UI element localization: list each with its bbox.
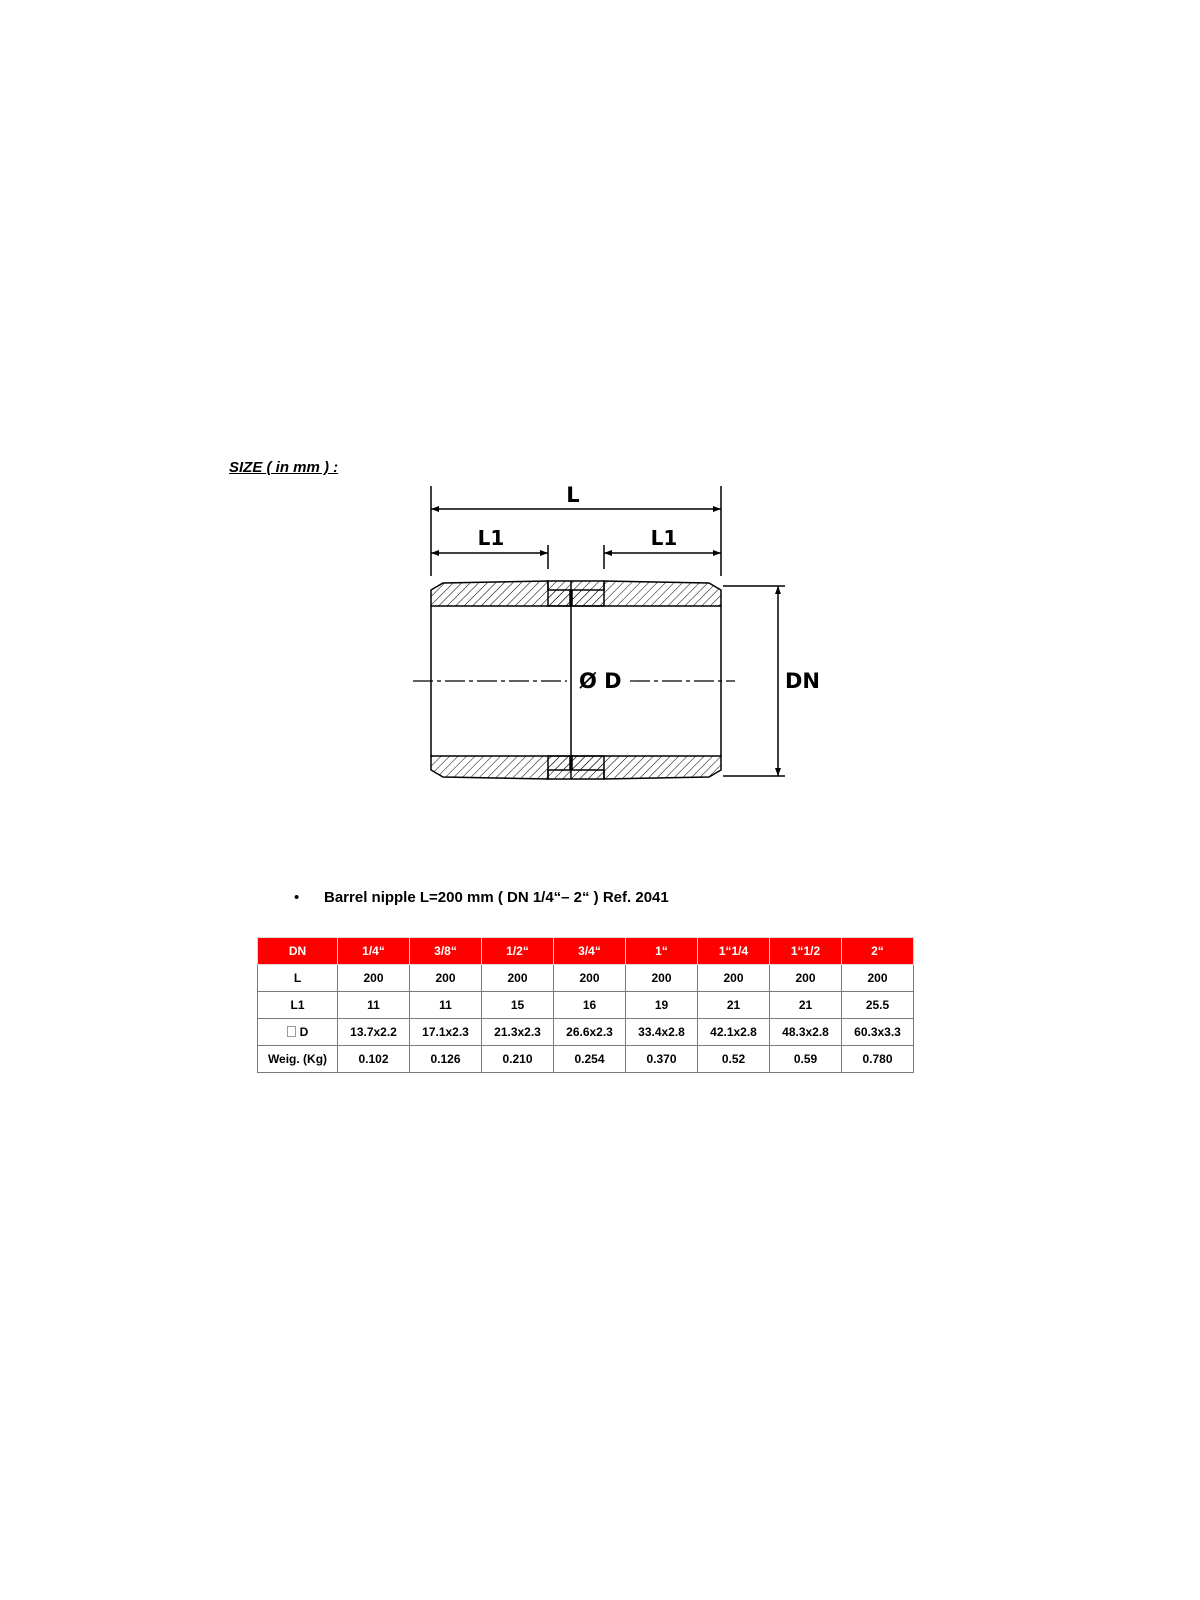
table-cell: 0.126 — [410, 1046, 482, 1073]
table-header-cell: 1/4“ — [338, 938, 410, 965]
table-cell: 42.1x2.8 — [698, 1019, 770, 1046]
table-cell: 200 — [842, 965, 914, 992]
table-row — [258, 1046, 914, 1073]
table-row — [258, 1019, 914, 1046]
label-diameter: Ø D — [579, 669, 622, 693]
table-cell: 21 — [770, 992, 842, 1019]
table-cell: 0.780 — [842, 1046, 914, 1073]
table-header-cell: 3/4“ — [554, 938, 626, 965]
table-header-cell: 1“1/4 — [698, 938, 770, 965]
table-header-cell: 3/8“ — [410, 938, 482, 965]
dimension-L — [431, 483, 721, 576]
row-label: Weig. (Kg) — [258, 1046, 338, 1073]
table-cell: 21.3x2.3 — [482, 1019, 554, 1046]
table-cell: 200 — [482, 965, 554, 992]
table-header-cell: 1“ — [626, 938, 698, 965]
table-cell: 200 — [410, 965, 482, 992]
table-cell: 11 — [410, 992, 482, 1019]
dimension-DN — [723, 586, 820, 776]
dimension-L1-right — [604, 526, 721, 569]
table-header-cell: 1/2“ — [482, 938, 554, 965]
barrel-nipple-drawing — [405, 478, 845, 780]
table-cell: 200 — [698, 965, 770, 992]
table-cell: 0.59 — [770, 1046, 842, 1073]
table-cell: 0.102 — [338, 1046, 410, 1073]
table-cell: 15 — [482, 992, 554, 1019]
table-cell: 200 — [554, 965, 626, 992]
pipe-body — [431, 581, 721, 779]
table-cell: 25.5 — [842, 992, 914, 1019]
label-DN: DN — [785, 669, 821, 693]
table-cell: 0.52 — [698, 1046, 770, 1073]
table-cell: 60.3x3.3 — [842, 1019, 914, 1046]
label-L: L — [566, 483, 580, 507]
size-heading: SIZE ( in mm ) : — [229, 459, 339, 476]
table-cell: 13.7x2.2 — [338, 1019, 410, 1046]
table-cell: 200 — [338, 965, 410, 992]
table-cell: 48.3x2.8 — [770, 1019, 842, 1046]
table-cell: 200 — [770, 965, 842, 992]
table-cell: 21 — [698, 992, 770, 1019]
bullet-text: Barrel nipple L=200 mm ( DN 1/4“– 2“ ) Ref. 2041 — [324, 889, 669, 906]
table-cell: 200 — [626, 965, 698, 992]
table-cell: 17.1x2.3 — [410, 1019, 482, 1046]
table-cell: 16 — [554, 992, 626, 1019]
spec-table — [257, 937, 914, 1073]
dimension-L1-left — [431, 526, 548, 569]
table-cell: 0.254 — [554, 1046, 626, 1073]
row-label-diameter — [258, 1019, 338, 1046]
table-row — [258, 965, 914, 992]
table-cell: 19 — [626, 992, 698, 1019]
table-cell: 26.6x2.3 — [554, 1019, 626, 1046]
table-header-cell: 1“1/2 — [770, 938, 842, 965]
row-label: D — [299, 1025, 309, 1039]
row-label: L — [258, 965, 338, 992]
table-cell: 0.370 — [626, 1046, 698, 1073]
table-header-row — [258, 938, 914, 965]
table-header-label: DN — [258, 938, 338, 965]
centerline — [413, 669, 735, 693]
table-row — [258, 992, 914, 1019]
table-cell: 11 — [338, 992, 410, 1019]
missing-glyph-icon — [287, 1026, 296, 1037]
label-L1-left: L1 — [477, 526, 505, 550]
table-cell: 33.4x2.8 — [626, 1019, 698, 1046]
row-label: L1 — [258, 992, 338, 1019]
table-header-cell: 2“ — [842, 938, 914, 965]
bullet-symbol: • — [294, 889, 300, 906]
label-L1-right: L1 — [650, 526, 678, 550]
table-cell: 0.210 — [482, 1046, 554, 1073]
